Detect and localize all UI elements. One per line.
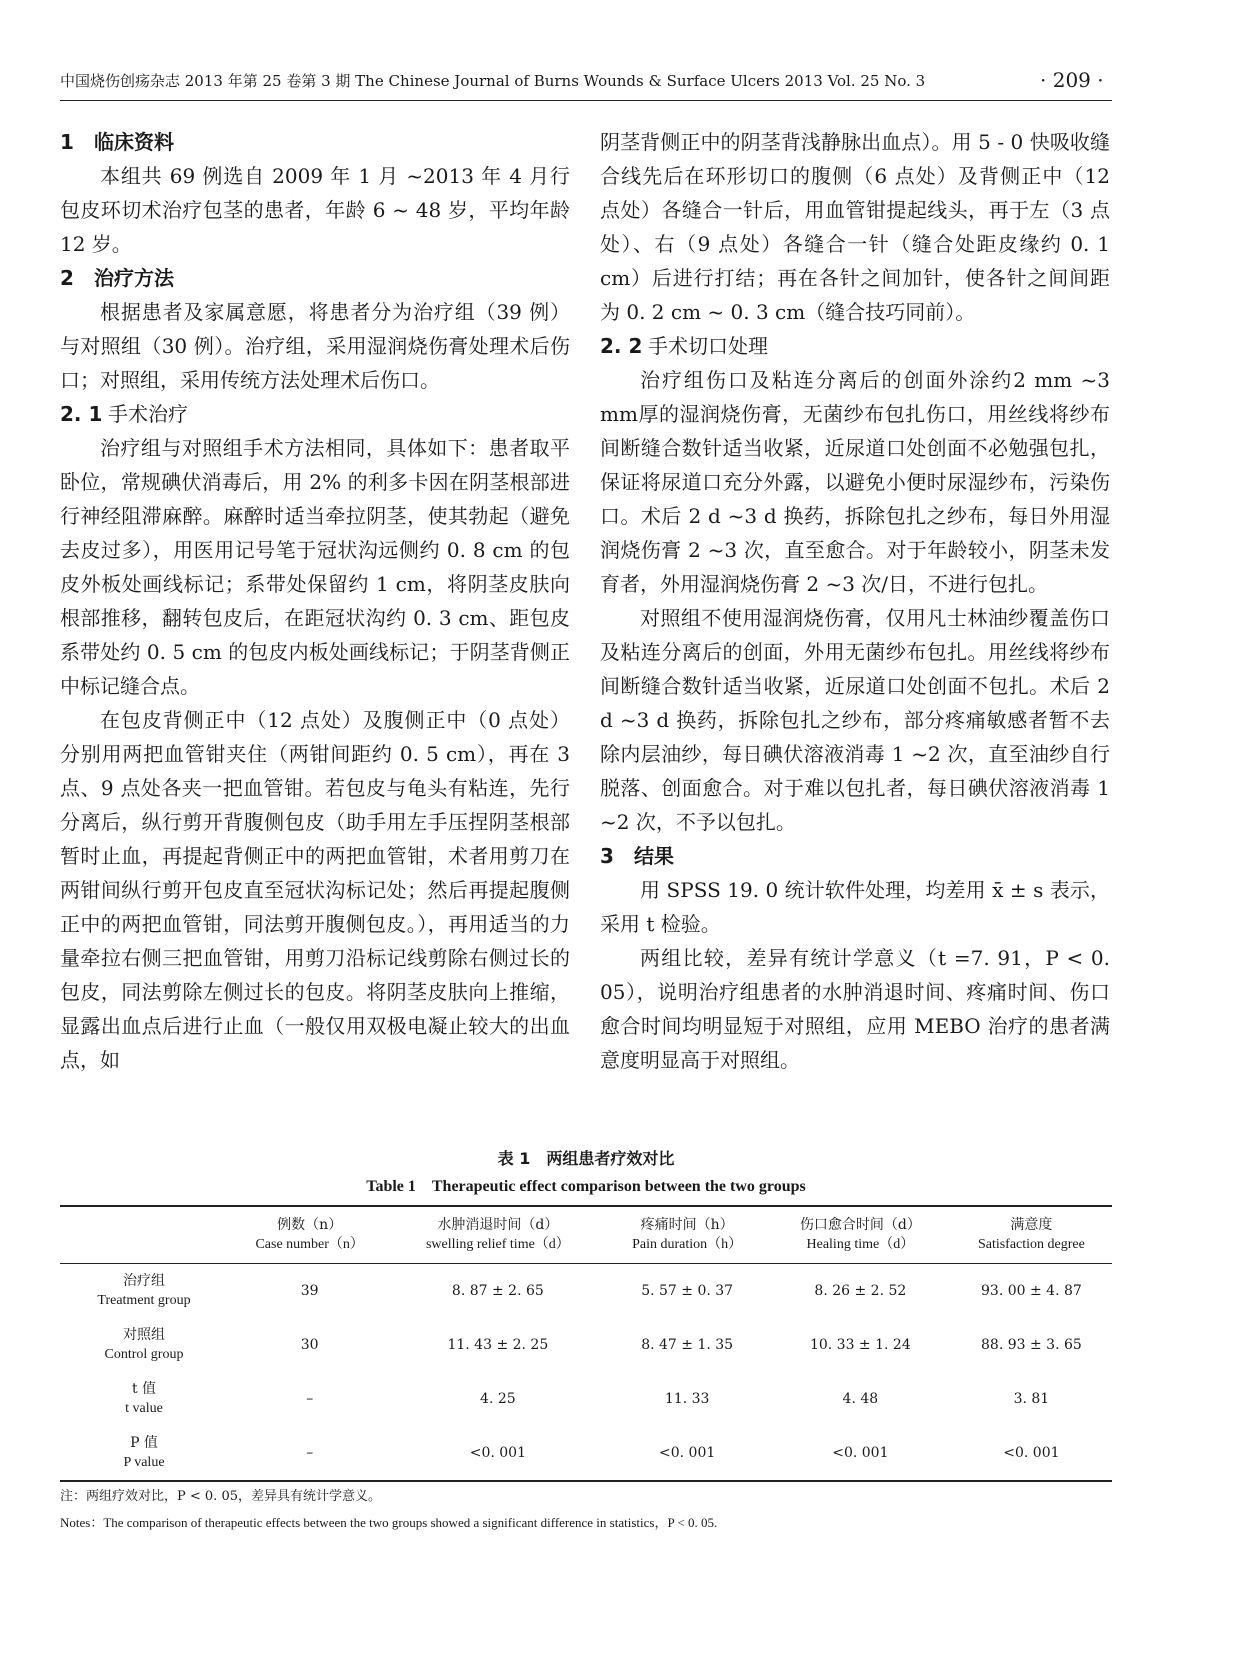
table-cell: 4. 25 (480, 1391, 516, 1407)
table-header-row (60, 1206, 1112, 1264)
table-cell: 93. 00 ± 4. 87 (981, 1283, 1082, 1299)
row-label: P 值 P value (123, 1435, 165, 1470)
table-row (60, 1372, 1112, 1426)
paragraph: 在包皮背侧正中（12 点处）及腹侧正中（0 点处）分别用两把血管钳夹住（两钳间距约 0. 5 cm），再在 3 点、9 点处各夹一把血管钳。若包皮与龟头有粘连，先行分离后，纵行剪开背腹侧包皮（助手用左手压捏阴茎根部暂时止血，再提起背侧正中的两把血管钳，术者用剪刀在两钳间纵行剪开包皮直至冠状沟标记处；然后再提起腹侧正中的两把血管钳，同法剪开腹侧包皮。），再用适当的力量牵拉右侧三把血管钳，用剪刀沿标记线剪除右侧过长的包皮，同法剪除左侧过长的包皮。将阴茎皮肤向上推缩，显露出血点后进行止血（一般仅用双极电凝止较大的出血点，如 (60, 708, 570, 1072)
paragraph: 用 SPSS 19. 0 统计软件处理，均差用 x̄ ± s 表示，采用 t 检验。 (600, 878, 1110, 936)
table-caption-en: Table 1 Therapeutic effect comparison between the two groups (366, 1178, 806, 1195)
section-heading (60, 261, 570, 295)
page-number: · 209 · (1040, 68, 1104, 92)
section-title: 治疗方法 (94, 266, 174, 290)
table-cell: 8. 47 ± 1. 35 (641, 1337, 734, 1353)
subsection-heading (600, 329, 1110, 363)
section-title: 临床资料 (94, 130, 174, 154)
paragraph: 对照组不使用湿润烧伤膏，仅用凡士林油纱覆盖伤口及粘连分离后的创面，外用无菌纱布包扎。用丝线将纱布间断缝合数针适当收紧，近尿道口处创面不包扎。术后 2 d ~3 d 换药，拆除包扎之纱布，部分疼痛敏感者暂不去除内层油纱，每日碘伏溶液消毒 1 ~2 次，直至油纱自行脱落、创面愈合。对于难以包扎者，每日碘伏溶液消毒 1 ~2 次，不予以包扎。 (600, 606, 1110, 834)
header-cell: 满意度 Satisfaction degree (977, 1217, 1085, 1252)
section-heading (600, 839, 1110, 873)
table-cell: <0. 001 (469, 1445, 526, 1461)
table-cell: 8. 87 ± 2. 65 (451, 1283, 544, 1299)
table-row (60, 1318, 1112, 1372)
table-row (60, 1426, 1112, 1481)
table-cell: 10. 33 ± 1. 24 (809, 1337, 911, 1353)
paragraph: 治疗组伤口及粘连分离后的创面外涂约2 mm ~3 mm厚的湿润烧伤膏，无菌纱布包扎伤口，用丝线将纱布间断缝合数针适当收紧，近尿道口处创面不必勉强包扎，保证将尿道口充分外露，以避免小便时尿湿纱布，污染伤口。术后 2 d ~3 d 换药，拆除包扎之纱布，每日外用湿润烧伤膏 2 ~3 次，直至愈合。对于年龄较小，阴茎未发育者，外用湿润烧伤膏 2 ~3 次/日，不进行包扎。 (600, 368, 1110, 596)
table-cell: <0. 001 (1003, 1445, 1060, 1461)
subsection-number: 2. 1 (60, 402, 103, 426)
table-cell: 11. 33 (664, 1391, 710, 1407)
table-cell: 11. 43 ± 2. 25 (447, 1337, 549, 1353)
table-cell: – (306, 1391, 314, 1407)
header-cell (60, 1206, 228, 1264)
table-cell: <0. 001 (659, 1445, 716, 1461)
table-note-cn: 注：两组疗效对比，P < 0. 05，差异具有统计学意义。 (60, 1489, 381, 1504)
subsection-heading (60, 397, 570, 431)
subsection-title: 手术治疗 (108, 402, 188, 426)
table-cell: 5. 57 ± 0. 37 (641, 1283, 734, 1299)
table-cell: 30 (300, 1337, 319, 1353)
section-number: 2 (60, 266, 74, 290)
results-table (60, 1205, 1112, 1482)
left-column (60, 125, 570, 1077)
paragraph: 根据患者及家属意愿，将患者分为治疗组（39 例）与对照组（30 例）。治疗组，采用湿润烧伤膏处理术后伤口；对照组，采用传统方法处理术后伤口。 (60, 300, 570, 392)
table-cell: – (306, 1445, 314, 1461)
running-header: 中国烧伤创疡杂志 2013 年第 25 卷第 3 期 The Chinese Journal of Burns Wounds & Surface Ulcers 2013 Vol. 25 No. 3 (60, 72, 926, 90)
paragraph-continuation: 阴茎背侧正中的阴茎背浅静脉出血点）。用 5 - 0 快吸收缝合线先后在环形切口的腹侧（6 点处）及背侧正中（12 点处）各缝合一针后，用血管钳提起线头，再于左（3 点处）、右（9 点处）各缝合一针（缝合处距皮缘约 0. 1 cm）后进行打结；再在各针之间加针，使各针之间间距为 0. 2 cm ~ 0. 3 cm（缝合技巧同前）。 (600, 130, 1110, 324)
row-label: 对照组 Control group (104, 1327, 184, 1362)
row-label: t 值 t value (125, 1381, 163, 1416)
header-cell: 伤口愈合时间（d） Healing time（d） (799, 1217, 921, 1252)
section-number: 3 (600, 844, 614, 868)
paragraph: 治疗组与对照组手术方法相同，具体如下：患者取平卧位，常规碘伏消毒后，用 2% 的利多卡因在阴茎根部进行神经阻滞麻醉。麻醉时适当牵拉阴茎，使其勃起（避免去皮过多），用医用记号笔于冠状沟远侧约 0. 8 cm 的包皮外板处画线标记；系带处保留约 1 cm，将阴茎皮肤向根部推移，翻转包皮后，在距冠状沟约 0. 3 cm、距包皮系带处约 0. 5 cm 的包皮内板处画线标记；于阴茎背侧正中标记缝合点。 (60, 436, 570, 698)
header-rule (60, 100, 1112, 101)
header-cell: 疼痛时间（h） Pain duration（h） (632, 1217, 743, 1252)
table-cell: 8. 26 ± 2. 52 (814, 1283, 907, 1299)
table-cell: 88. 93 ± 3. 65 (981, 1337, 1082, 1353)
table-cell: <0. 001 (832, 1445, 889, 1461)
header-cell: 例数（n） Case number（n） (255, 1217, 364, 1252)
right-column (600, 125, 1110, 1077)
table-cell: 3. 81 (1013, 1391, 1050, 1407)
section-title: 结果 (634, 844, 674, 868)
paragraph: 本组共 69 例选自 2009 年 1 月 ~2013 年 4 月行包皮环切术治疗包茎的患者，年龄 6 ~ 48 岁，平均年龄 12 岁。 (60, 164, 570, 256)
row-label: 治疗组 Treatment group (97, 1273, 191, 1308)
header-cell: 水肿消退时间（d） swelling relief time（d） (425, 1217, 570, 1252)
table-cell: 4. 48 (842, 1391, 879, 1407)
subsection-title: 手术切口处理 (648, 334, 768, 358)
table-caption-cn: 表 1 两组患者疗效对比 (497, 1149, 675, 1168)
table-section (60, 1145, 1112, 1534)
table-row (60, 1264, 1112, 1319)
section-heading (60, 125, 570, 159)
subsection-number: 2. 2 (600, 334, 643, 358)
section-number: 1 (60, 130, 74, 154)
paragraph: 两组比较，差异有统计学意义（t =7. 91，P < 0. 05），说明治疗组患者的水肿消退时间、疼痛时间、伤口愈合时间均明显短于对照组，应用 MEBO 治疗的患者满意度明显高于对照组。 (600, 946, 1110, 1072)
table-note-en: Notes：The comparison of therapeutic effects between the two groups showed a significant difference in statistics，P < 0. 05. (60, 1515, 718, 1530)
table-cell: 39 (300, 1283, 319, 1299)
